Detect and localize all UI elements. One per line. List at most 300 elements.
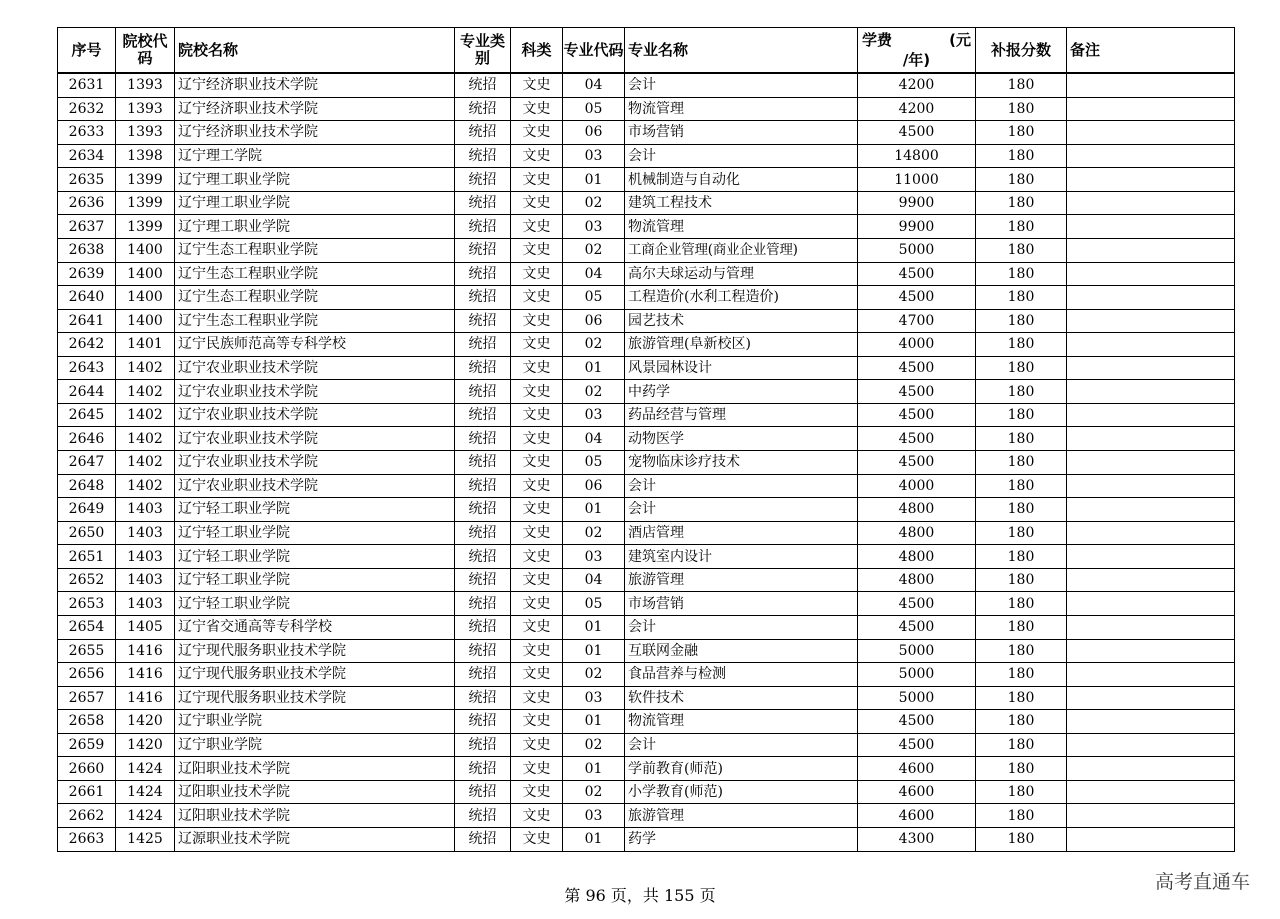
cell-major-name: 会计 bbox=[625, 733, 858, 757]
cell-subject: 文史 bbox=[511, 780, 563, 804]
cell-major-name: 动物医学 bbox=[625, 427, 858, 451]
cell-score: 180 bbox=[976, 710, 1067, 734]
cell-major-code: 01 bbox=[563, 168, 625, 192]
cell-category: 统招 bbox=[455, 238, 511, 262]
cell-seq: 2645 bbox=[58, 403, 116, 427]
header-subject: 科类 bbox=[511, 28, 563, 74]
table-row bbox=[58, 592, 1235, 616]
cell-school-code: 1420 bbox=[116, 733, 175, 757]
cell-fee: 4500 bbox=[858, 403, 976, 427]
cell-subject: 文史 bbox=[511, 215, 563, 239]
table-row bbox=[58, 356, 1235, 380]
cell-major-name: 物流管理 bbox=[625, 710, 858, 734]
cell-note bbox=[1067, 191, 1235, 215]
cell-school-name: 辽宁现代服务职业技术学院 bbox=[175, 639, 455, 663]
table-row bbox=[58, 828, 1235, 852]
cell-category: 统招 bbox=[455, 309, 511, 333]
cell-note bbox=[1067, 215, 1235, 239]
cell-subject: 文史 bbox=[511, 568, 563, 592]
cell-seq: 2646 bbox=[58, 427, 116, 451]
cell-note bbox=[1067, 804, 1235, 828]
cell-fee: 4800 bbox=[858, 568, 976, 592]
cell-seq: 2635 bbox=[58, 168, 116, 192]
cell-category: 统招 bbox=[455, 191, 511, 215]
table-row bbox=[58, 545, 1235, 569]
cell-school-name: 辽宁农业职业技术学院 bbox=[175, 403, 455, 427]
cell-note bbox=[1067, 663, 1235, 687]
cell-major-code: 06 bbox=[563, 309, 625, 333]
cell-note bbox=[1067, 333, 1235, 357]
cell-major-name: 旅游管理 bbox=[625, 804, 858, 828]
cell-category: 统招 bbox=[455, 427, 511, 451]
header-seq: 序号 bbox=[58, 28, 116, 74]
cell-seq: 2654 bbox=[58, 615, 116, 639]
cell-major-name: 小学教育(师范) bbox=[625, 780, 858, 804]
cell-score: 180 bbox=[976, 333, 1067, 357]
header-score: 补报分数 bbox=[976, 28, 1067, 74]
table-row bbox=[58, 639, 1235, 663]
cell-score: 180 bbox=[976, 356, 1067, 380]
cell-seq: 2657 bbox=[58, 686, 116, 710]
cell-fee: 14800 bbox=[858, 144, 976, 168]
cell-school-name: 辽宁民族师范高等专科学校 bbox=[175, 333, 455, 357]
cell-seq: 2636 bbox=[58, 191, 116, 215]
table-row bbox=[58, 474, 1235, 498]
cell-subject: 文史 bbox=[511, 380, 563, 404]
cell-category: 统招 bbox=[455, 521, 511, 545]
cell-school-code: 1399 bbox=[116, 215, 175, 239]
table-row bbox=[58, 615, 1235, 639]
cell-major-name: 工商企业管理(商业企业管理) bbox=[625, 238, 858, 262]
cell-school-code: 1420 bbox=[116, 710, 175, 734]
table-row bbox=[58, 73, 1235, 97]
table-row bbox=[58, 215, 1235, 239]
cell-school-code: 1416 bbox=[116, 663, 175, 687]
cell-category: 统招 bbox=[455, 568, 511, 592]
cell-fee: 4500 bbox=[858, 286, 976, 310]
cell-seq: 2655 bbox=[58, 639, 116, 663]
table-row bbox=[58, 121, 1235, 145]
cell-major-name: 建筑室内设计 bbox=[625, 545, 858, 569]
table-row bbox=[58, 309, 1235, 333]
cell-category: 统招 bbox=[455, 498, 511, 522]
cell-category: 统招 bbox=[455, 733, 511, 757]
cell-school-name: 辽阳职业技术学院 bbox=[175, 780, 455, 804]
cell-subject: 文史 bbox=[511, 710, 563, 734]
cell-school-code: 1405 bbox=[116, 615, 175, 639]
cell-school-code: 1416 bbox=[116, 639, 175, 663]
cell-score: 180 bbox=[976, 568, 1067, 592]
cell-school-name: 辽宁农业职业技术学院 bbox=[175, 427, 455, 451]
cell-major-name: 高尔夫球运动与管理 bbox=[625, 262, 858, 286]
header-school-name: 院校名称 bbox=[175, 28, 455, 74]
cell-note bbox=[1067, 168, 1235, 192]
cell-major-code: 02 bbox=[563, 521, 625, 545]
cell-major-code: 01 bbox=[563, 710, 625, 734]
cell-score: 180 bbox=[976, 168, 1067, 192]
cell-category: 统招 bbox=[455, 780, 511, 804]
cell-major-name: 药品经营与管理 bbox=[625, 403, 858, 427]
cell-subject: 文史 bbox=[511, 73, 563, 97]
cell-note bbox=[1067, 286, 1235, 310]
cell-school-code: 1399 bbox=[116, 168, 175, 192]
cell-major-code: 01 bbox=[563, 828, 625, 852]
cell-major-code: 01 bbox=[563, 498, 625, 522]
cell-category: 统招 bbox=[455, 286, 511, 310]
cell-seq: 2653 bbox=[58, 592, 116, 616]
cell-major-code: 02 bbox=[563, 780, 625, 804]
cell-seq: 2638 bbox=[58, 238, 116, 262]
cell-subject: 文史 bbox=[511, 615, 563, 639]
cell-seq: 2660 bbox=[58, 757, 116, 781]
cell-school-code: 1402 bbox=[116, 380, 175, 404]
cell-major-code: 02 bbox=[563, 333, 625, 357]
header-major-code: 专业代码 bbox=[563, 28, 625, 74]
cell-subject: 文史 bbox=[511, 451, 563, 475]
cell-note bbox=[1067, 73, 1235, 97]
cell-fee: 4800 bbox=[858, 545, 976, 569]
cell-fee: 4500 bbox=[858, 592, 976, 616]
cell-fee: 4500 bbox=[858, 615, 976, 639]
cell-school-code: 1402 bbox=[116, 356, 175, 380]
cell-seq: 2652 bbox=[58, 568, 116, 592]
cell-fee: 4500 bbox=[858, 121, 976, 145]
cell-category: 统招 bbox=[455, 262, 511, 286]
cell-score: 180 bbox=[976, 121, 1067, 145]
cell-school-code: 1393 bbox=[116, 121, 175, 145]
cell-major-code: 05 bbox=[563, 592, 625, 616]
cell-major-name: 建筑工程技术 bbox=[625, 191, 858, 215]
cell-school-name: 辽宁轻工职业学院 bbox=[175, 521, 455, 545]
cell-school-name: 辽宁生态工程职业学院 bbox=[175, 286, 455, 310]
cell-major-name: 市场营销 bbox=[625, 592, 858, 616]
cell-category: 统招 bbox=[455, 215, 511, 239]
cell-major-name: 旅游管理(阜新校区) bbox=[625, 333, 858, 357]
cell-school-name: 辽阳职业技术学院 bbox=[175, 757, 455, 781]
cell-score: 180 bbox=[976, 828, 1067, 852]
cell-fee: 4600 bbox=[858, 757, 976, 781]
table-row bbox=[58, 710, 1235, 734]
cell-school-name: 辽宁农业职业技术学院 bbox=[175, 474, 455, 498]
cell-school-code: 1403 bbox=[116, 545, 175, 569]
cell-score: 180 bbox=[976, 380, 1067, 404]
header-row bbox=[58, 28, 1235, 74]
header-fee-unit-open: (元 bbox=[949, 31, 971, 49]
cell-major-code: 03 bbox=[563, 804, 625, 828]
cell-major-code: 02 bbox=[563, 733, 625, 757]
cell-school-name: 辽宁农业职业技术学院 bbox=[175, 356, 455, 380]
cell-note bbox=[1067, 403, 1235, 427]
cell-school-name: 辽宁生态工程职业学院 bbox=[175, 262, 455, 286]
cell-major-code: 03 bbox=[563, 144, 625, 168]
cell-subject: 文史 bbox=[511, 403, 563, 427]
cell-note bbox=[1067, 238, 1235, 262]
cell-subject: 文史 bbox=[511, 474, 563, 498]
cell-fee: 9900 bbox=[858, 191, 976, 215]
cell-school-name: 辽宁理工职业学院 bbox=[175, 168, 455, 192]
cell-major-name: 会计 bbox=[625, 73, 858, 97]
cell-major-code: 01 bbox=[563, 639, 625, 663]
table-row bbox=[58, 804, 1235, 828]
cell-major-name: 会计 bbox=[625, 144, 858, 168]
cell-major-name: 软件技术 bbox=[625, 686, 858, 710]
cell-score: 180 bbox=[976, 309, 1067, 333]
table-row bbox=[58, 451, 1235, 475]
cell-school-code: 1424 bbox=[116, 757, 175, 781]
table-row bbox=[58, 686, 1235, 710]
cell-school-code: 1400 bbox=[116, 238, 175, 262]
table-row bbox=[58, 403, 1235, 427]
cell-seq: 2634 bbox=[58, 144, 116, 168]
table-body bbox=[58, 73, 1235, 851]
cell-note bbox=[1067, 639, 1235, 663]
cell-major-code: 03 bbox=[563, 215, 625, 239]
cell-category: 统招 bbox=[455, 403, 511, 427]
cell-seq: 2651 bbox=[58, 545, 116, 569]
cell-fee: 4200 bbox=[858, 73, 976, 97]
cell-fee: 11000 bbox=[858, 168, 976, 192]
cell-category: 统招 bbox=[455, 804, 511, 828]
cell-score: 180 bbox=[976, 73, 1067, 97]
cell-fee: 4500 bbox=[858, 427, 976, 451]
cell-fee: 4000 bbox=[858, 333, 976, 357]
table-row bbox=[58, 238, 1235, 262]
cell-school-code: 1398 bbox=[116, 144, 175, 168]
cell-subject: 文史 bbox=[511, 286, 563, 310]
cell-seq: 2649 bbox=[58, 498, 116, 522]
cell-fee: 4500 bbox=[858, 262, 976, 286]
cell-subject: 文史 bbox=[511, 757, 563, 781]
table-row bbox=[58, 380, 1235, 404]
cell-major-name: 会计 bbox=[625, 615, 858, 639]
cell-score: 180 bbox=[976, 97, 1067, 121]
cell-major-code: 02 bbox=[563, 238, 625, 262]
cell-major-code: 06 bbox=[563, 121, 625, 145]
cell-school-code: 1402 bbox=[116, 451, 175, 475]
cell-school-name: 辽宁职业学院 bbox=[175, 710, 455, 734]
cell-seq: 2637 bbox=[58, 215, 116, 239]
cell-subject: 文史 bbox=[511, 427, 563, 451]
cell-category: 统招 bbox=[455, 144, 511, 168]
cell-note bbox=[1067, 121, 1235, 145]
cell-category: 统招 bbox=[455, 686, 511, 710]
cell-school-name: 辽宁农业职业技术学院 bbox=[175, 380, 455, 404]
cell-major-code: 04 bbox=[563, 73, 625, 97]
cell-fee: 5000 bbox=[858, 639, 976, 663]
cell-major-code: 01 bbox=[563, 757, 625, 781]
cell-category: 统招 bbox=[455, 545, 511, 569]
cell-major-name: 宠物临床诊疗技术 bbox=[625, 451, 858, 475]
cell-note bbox=[1067, 356, 1235, 380]
cell-fee: 4500 bbox=[858, 380, 976, 404]
cell-category: 统招 bbox=[455, 356, 511, 380]
table-row bbox=[58, 498, 1235, 522]
cell-school-name: 辽宁职业学院 bbox=[175, 733, 455, 757]
cell-fee: 4500 bbox=[858, 451, 976, 475]
cell-school-name: 辽源职业技术学院 bbox=[175, 828, 455, 852]
cell-major-code: 02 bbox=[563, 191, 625, 215]
cell-major-code: 03 bbox=[563, 403, 625, 427]
cell-score: 180 bbox=[976, 451, 1067, 475]
cell-school-name: 辽宁经济职业技术学院 bbox=[175, 121, 455, 145]
cell-major-code: 04 bbox=[563, 568, 625, 592]
cell-school-name: 辽宁理工职业学院 bbox=[175, 215, 455, 239]
header-fee-unit-close: /年) bbox=[902, 51, 931, 69]
header-note: 备注 bbox=[1067, 28, 1235, 74]
cell-score: 180 bbox=[976, 474, 1067, 498]
cell-score: 180 bbox=[976, 663, 1067, 687]
cell-fee: 4800 bbox=[858, 521, 976, 545]
cell-category: 统招 bbox=[455, 451, 511, 475]
cell-major-name: 会计 bbox=[625, 474, 858, 498]
cell-seq: 2647 bbox=[58, 451, 116, 475]
cell-subject: 文史 bbox=[511, 168, 563, 192]
table-row bbox=[58, 568, 1235, 592]
cell-school-name: 辽宁农业职业技术学院 bbox=[175, 451, 455, 475]
admissions-table bbox=[57, 27, 1235, 852]
cell-school-name: 辽阳职业技术学院 bbox=[175, 804, 455, 828]
cell-seq: 2648 bbox=[58, 474, 116, 498]
cell-note bbox=[1067, 144, 1235, 168]
cell-major-name: 药学 bbox=[625, 828, 858, 852]
cell-major-code: 03 bbox=[563, 686, 625, 710]
cell-score: 180 bbox=[976, 804, 1067, 828]
cell-school-name: 辽宁经济职业技术学院 bbox=[175, 73, 455, 97]
cell-note bbox=[1067, 780, 1235, 804]
cell-category: 统招 bbox=[455, 592, 511, 616]
table-row bbox=[58, 780, 1235, 804]
cell-category: 统招 bbox=[455, 639, 511, 663]
cell-major-code: 04 bbox=[563, 427, 625, 451]
cell-school-code: 1403 bbox=[116, 498, 175, 522]
cell-school-name: 辽宁现代服务职业技术学院 bbox=[175, 663, 455, 687]
cell-note bbox=[1067, 615, 1235, 639]
cell-school-name: 辽宁理工职业学院 bbox=[175, 191, 455, 215]
cell-major-name: 食品营养与检测 bbox=[625, 663, 858, 687]
cell-subject: 文史 bbox=[511, 828, 563, 852]
cell-score: 180 bbox=[976, 286, 1067, 310]
table-row bbox=[58, 168, 1235, 192]
cell-school-code: 1402 bbox=[116, 403, 175, 427]
cell-school-code: 1400 bbox=[116, 286, 175, 310]
cell-school-name: 辽宁现代服务职业技术学院 bbox=[175, 686, 455, 710]
cell-major-name: 工程造价(水利工程造价) bbox=[625, 286, 858, 310]
cell-major-name: 互联网金融 bbox=[625, 639, 858, 663]
cell-subject: 文史 bbox=[511, 545, 563, 569]
cell-school-code: 1403 bbox=[116, 521, 175, 545]
cell-major-name: 物流管理 bbox=[625, 215, 858, 239]
cell-category: 统招 bbox=[455, 663, 511, 687]
cell-score: 180 bbox=[976, 615, 1067, 639]
cell-school-code: 1399 bbox=[116, 191, 175, 215]
cell-note bbox=[1067, 521, 1235, 545]
cell-school-code: 1400 bbox=[116, 262, 175, 286]
table-row bbox=[58, 333, 1235, 357]
table-row bbox=[58, 286, 1235, 310]
cell-note bbox=[1067, 545, 1235, 569]
table-row bbox=[58, 97, 1235, 121]
header-fee bbox=[858, 28, 976, 74]
cell-major-code: 05 bbox=[563, 286, 625, 310]
cell-fee: 4600 bbox=[858, 804, 976, 828]
header-fee-label: 学费 bbox=[862, 31, 893, 49]
cell-seq: 2631 bbox=[58, 73, 116, 97]
cell-major-name: 学前教育(师范) bbox=[625, 757, 858, 781]
cell-note bbox=[1067, 686, 1235, 710]
cell-school-name: 辽宁经济职业技术学院 bbox=[175, 97, 455, 121]
cell-school-name: 辽宁生态工程职业学院 bbox=[175, 309, 455, 333]
cell-category: 统招 bbox=[455, 73, 511, 97]
cell-fee: 4700 bbox=[858, 309, 976, 333]
cell-seq: 2662 bbox=[58, 804, 116, 828]
table-row bbox=[58, 262, 1235, 286]
cell-score: 180 bbox=[976, 427, 1067, 451]
cell-seq: 2656 bbox=[58, 663, 116, 687]
cell-score: 180 bbox=[976, 686, 1067, 710]
cell-seq: 2642 bbox=[58, 333, 116, 357]
cell-major-name: 机械制造与自动化 bbox=[625, 168, 858, 192]
cell-school-code: 1393 bbox=[116, 73, 175, 97]
cell-category: 统招 bbox=[455, 710, 511, 734]
cell-school-name: 辽宁轻工职业学院 bbox=[175, 568, 455, 592]
cell-fee: 4500 bbox=[858, 710, 976, 734]
cell-school-name: 辽宁理工学院 bbox=[175, 144, 455, 168]
cell-subject: 文史 bbox=[511, 663, 563, 687]
cell-category: 统招 bbox=[455, 380, 511, 404]
cell-seq: 2643 bbox=[58, 356, 116, 380]
cell-major-code: 01 bbox=[563, 356, 625, 380]
cell-category: 统招 bbox=[455, 97, 511, 121]
cell-seq: 2632 bbox=[58, 97, 116, 121]
cell-seq: 2640 bbox=[58, 286, 116, 310]
cell-school-code: 1416 bbox=[116, 686, 175, 710]
cell-major-name: 会计 bbox=[625, 498, 858, 522]
table-row bbox=[58, 757, 1235, 781]
cell-note bbox=[1067, 710, 1235, 734]
cell-subject: 文史 bbox=[511, 356, 563, 380]
header-category: 专业类别 bbox=[455, 28, 511, 74]
cell-school-code: 1393 bbox=[116, 97, 175, 121]
table-row bbox=[58, 144, 1235, 168]
watermark: 高考直通车 bbox=[1154, 871, 1250, 893]
cell-score: 180 bbox=[976, 545, 1067, 569]
cell-fee: 4500 bbox=[858, 733, 976, 757]
cell-score: 180 bbox=[976, 403, 1067, 427]
cell-school-name: 辽宁轻工职业学院 bbox=[175, 592, 455, 616]
cell-seq: 2633 bbox=[58, 121, 116, 145]
cell-school-code: 1425 bbox=[116, 828, 175, 852]
cell-subject: 文史 bbox=[511, 144, 563, 168]
cell-fee: 5000 bbox=[858, 663, 976, 687]
cell-note bbox=[1067, 733, 1235, 757]
cell-note bbox=[1067, 568, 1235, 592]
cell-school-name: 辽宁轻工职业学院 bbox=[175, 498, 455, 522]
cell-major-name: 中药学 bbox=[625, 380, 858, 404]
cell-major-name: 市场营销 bbox=[625, 121, 858, 145]
cell-note bbox=[1067, 498, 1235, 522]
cell-school-code: 1402 bbox=[116, 427, 175, 451]
page-footer: 第 96 页，共 155 页 bbox=[564, 886, 716, 905]
cell-major-code: 03 bbox=[563, 545, 625, 569]
cell-school-name: 辽宁省交通高等专科学校 bbox=[175, 615, 455, 639]
cell-school-code: 1402 bbox=[116, 474, 175, 498]
cell-note bbox=[1067, 97, 1235, 121]
cell-school-code: 1401 bbox=[116, 333, 175, 357]
table-row bbox=[58, 427, 1235, 451]
cell-seq: 2650 bbox=[58, 521, 116, 545]
cell-note bbox=[1067, 757, 1235, 781]
cell-score: 180 bbox=[976, 757, 1067, 781]
